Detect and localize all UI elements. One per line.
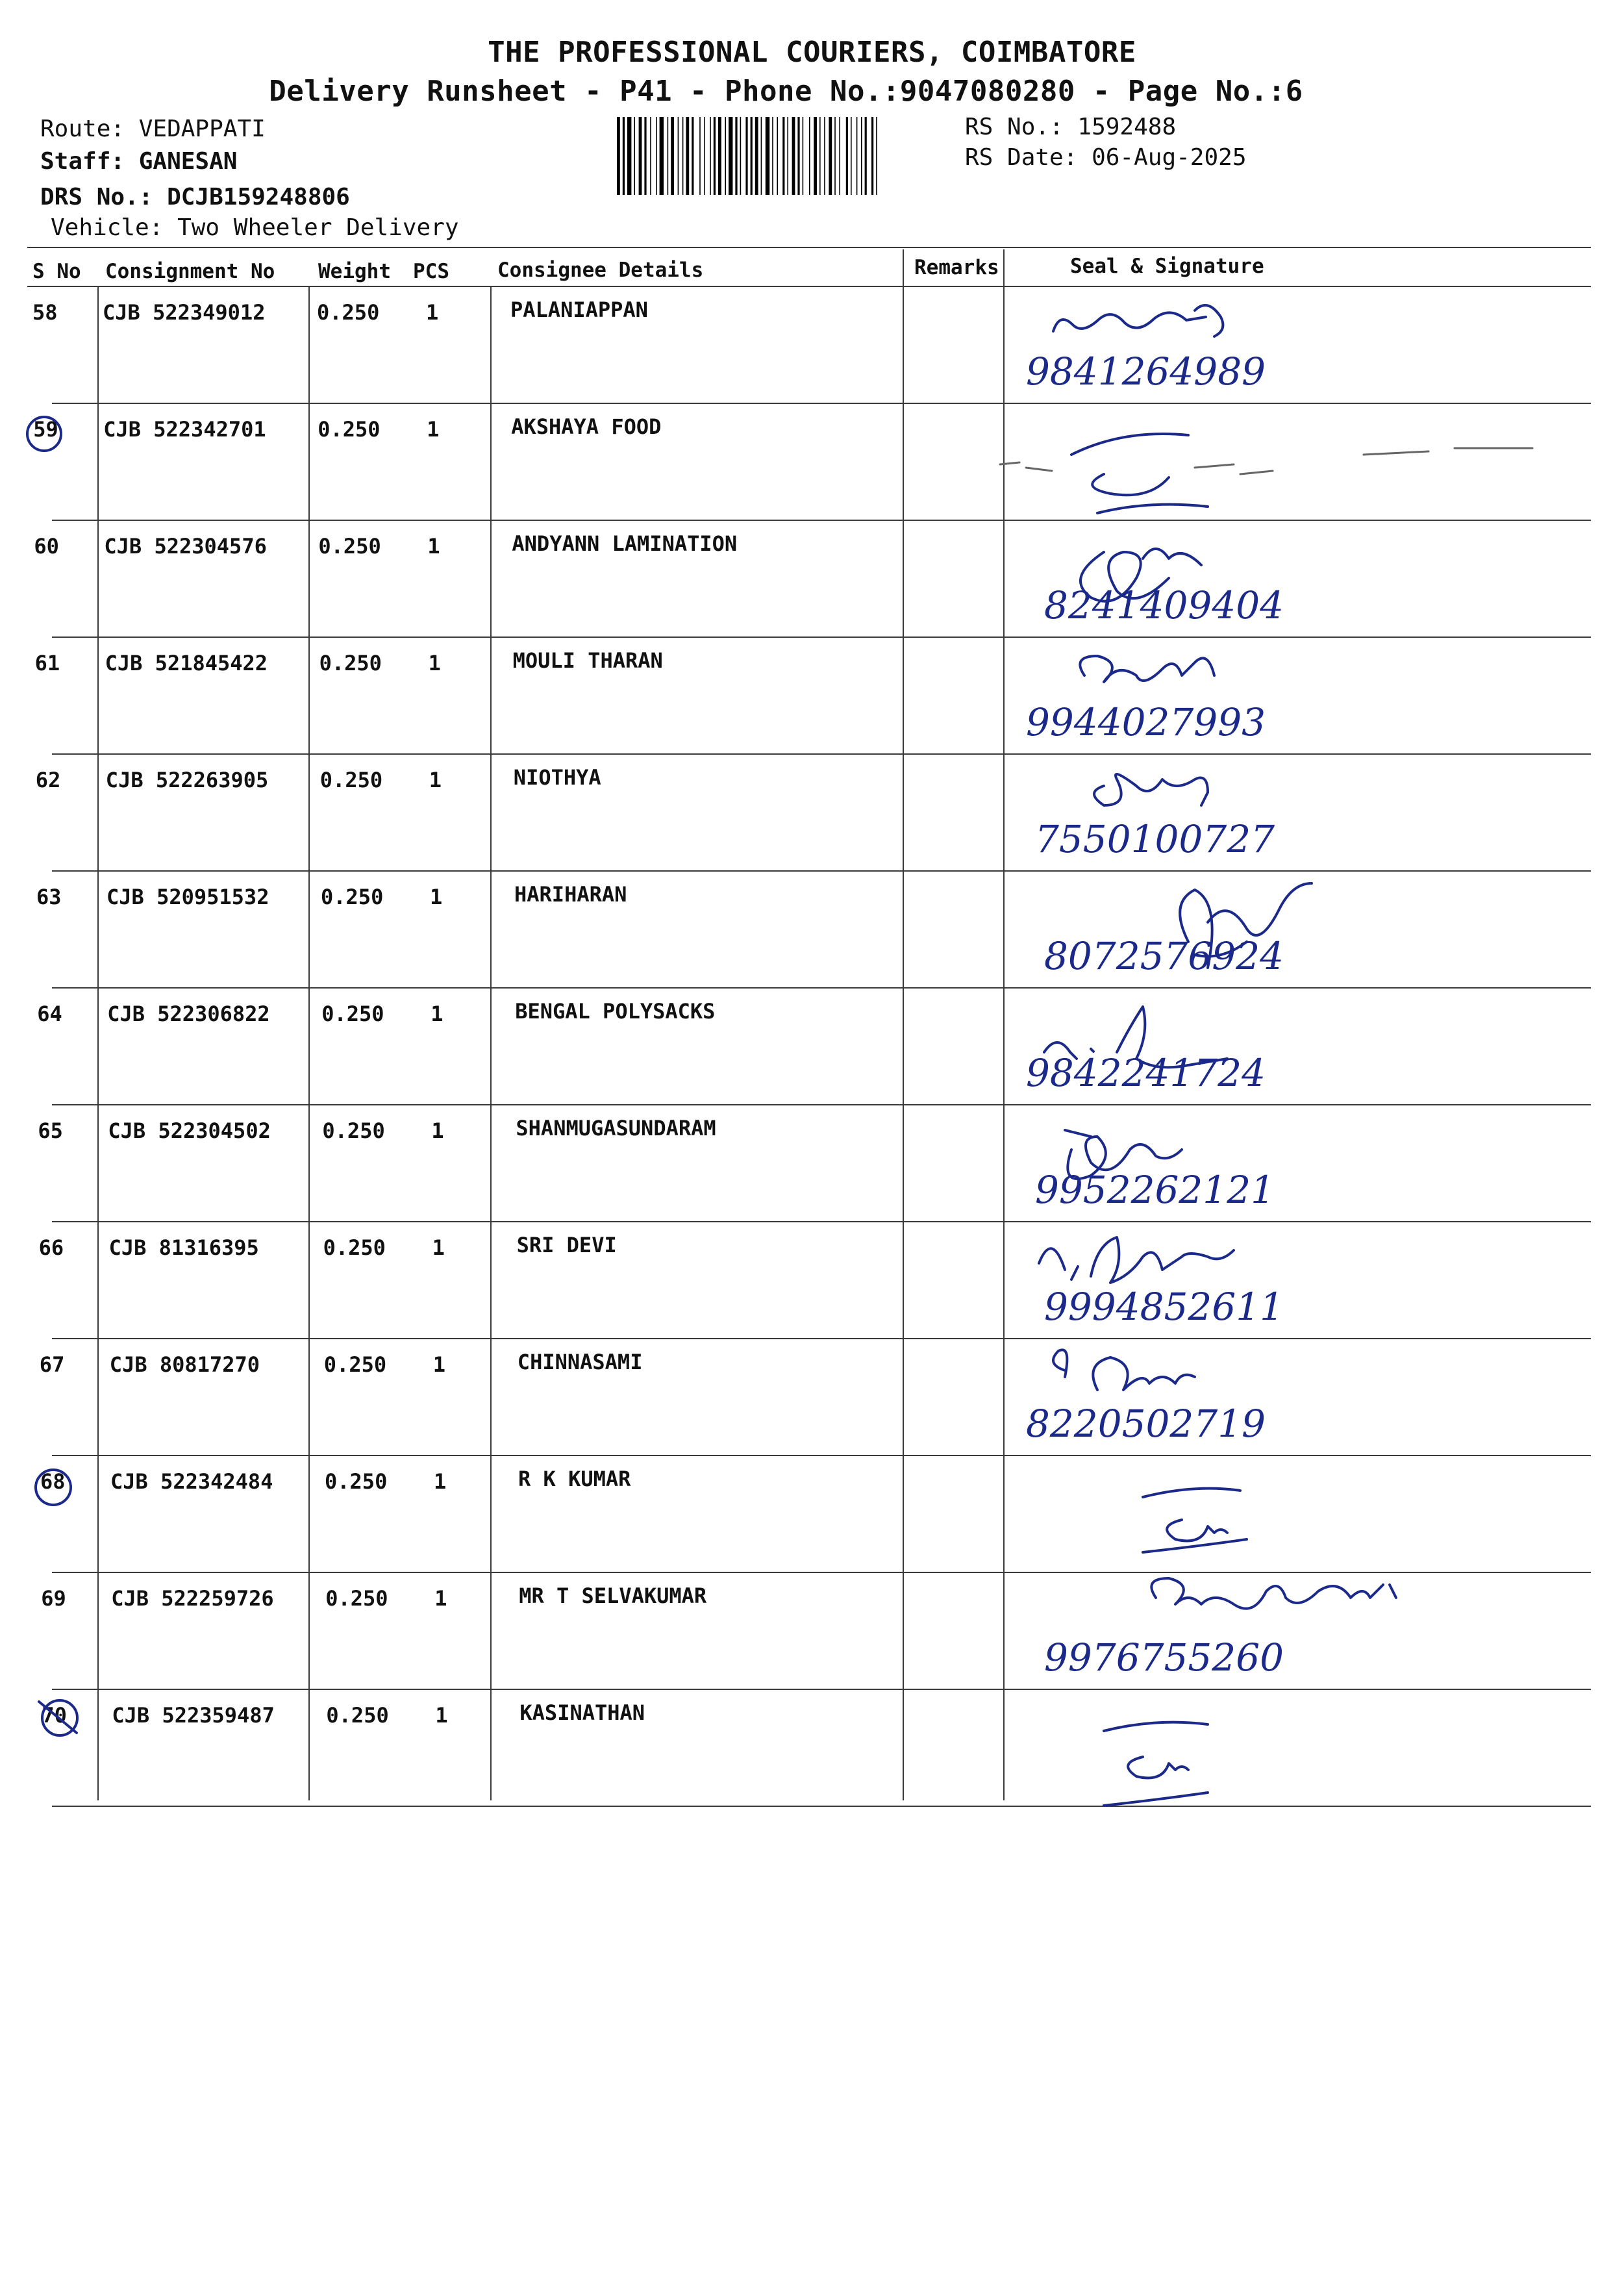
col-header-seal: Seal & Signature (1070, 255, 1264, 278)
signature-69 (1151, 1578, 1396, 1609)
cell-sno: 62 (35, 768, 61, 792)
staff-value: GANESAN (138, 148, 238, 175)
cell-consignee: PALANIAPPAN (510, 297, 648, 322)
col-header-weight: Weight (318, 260, 391, 283)
cell-consignee: HARIHARAN (514, 882, 627, 907)
handwritten-phone: 9976755260 (1044, 1635, 1284, 1680)
cell-weight: 0.250 (323, 1352, 387, 1377)
cell-weight: 0.250 (319, 768, 383, 792)
cell-consignment-no: CJB 522306822 (107, 1002, 270, 1026)
cell-consignee: KASINATHAN (519, 1700, 645, 1725)
cell-consignment-no: CJB 80817270 (109, 1352, 260, 1377)
handwritten-phone: 9841264989 (1026, 349, 1266, 394)
handwritten-phone: 9944027993 (1026, 700, 1266, 744)
rs-date-value: 06-Aug-2025 (1092, 144, 1247, 171)
cell-pcs: 1 (431, 1002, 443, 1026)
cell-pcs: 1 (427, 417, 440, 442)
cell-weight: 0.250 (317, 300, 380, 325)
signature-68 (1143, 1489, 1247, 1552)
handwritten-phone: 8220502719 (1026, 1402, 1266, 1446)
cell-weight: 0.250 (321, 885, 384, 909)
cell-pcs: 1 (432, 1352, 446, 1377)
cell-pcs: 1 (429, 768, 442, 792)
cell-consignment-no: CJB 522304576 (104, 534, 267, 559)
cell-pcs: 1 (435, 1703, 448, 1728)
staff-label: Staff: (40, 148, 125, 175)
cell-pcs: 1 (428, 651, 441, 675)
route-label: Route: (40, 116, 125, 142)
cell-weight: 0.250 (321, 1002, 384, 1026)
cell-pcs: 1 (431, 1118, 444, 1143)
signature-67 (1053, 1350, 1195, 1390)
runsheet-subtitle: Delivery Runsheet - P41 - Phone No.:9047080280 - Page No.:6 (269, 75, 1303, 108)
cell-consignment-no: CJB 81316395 (108, 1235, 259, 1260)
cell-consignment-no: CJB 522359487 (112, 1703, 275, 1728)
cell-weight: 0.250 (318, 417, 381, 442)
col-header-remarks: Remarks (914, 256, 999, 279)
cell-sno: 65 (38, 1118, 63, 1143)
rs-no-value: 1592488 (1077, 114, 1177, 140)
cell-consignment-no: CJB 520951532 (106, 885, 269, 909)
circle-mark-59 (27, 417, 61, 451)
cell-consignee: MOULI THARAN (512, 648, 663, 673)
cell-weight: 0.250 (322, 1118, 385, 1143)
cell-consignee: NIOTHYA (513, 765, 601, 790)
cell-consignee: BENGAL POLYSACKS (515, 999, 716, 1024)
cell-consignee: AKSHAYA FOOD (511, 414, 662, 439)
cell-weight: 0.250 (325, 1469, 388, 1494)
cell-sno: 58 (32, 300, 58, 325)
rs-no-label: RS No.: (965, 114, 1064, 140)
cell-consignment-no: CJB 522263905 (105, 768, 269, 792)
cell-weight: 0.250 (319, 651, 382, 675)
cell-pcs: 1 (426, 300, 439, 325)
cell-consignee: ANDYANN LAMINATION (512, 531, 738, 556)
handwritten-phone: 9994852611 (1044, 1285, 1284, 1329)
cell-weight: 0.250 (318, 534, 381, 559)
cell-consignment-no: CJB 522259726 (111, 1586, 274, 1611)
rs-date-label: RS Date: (965, 144, 1078, 171)
company-title: THE PROFESSIONAL COURIERS, COIMBATORE (488, 36, 1136, 69)
signature-66 (1039, 1237, 1234, 1283)
cell-weight: 0.250 (323, 1235, 386, 1260)
cell-consignment-no: CJB 522349012 (103, 300, 266, 325)
signature-59 (1000, 434, 1532, 513)
cell-consignment-no: CJB 522342484 (110, 1469, 273, 1494)
handwritten-phone: 8241409404 (1044, 583, 1284, 627)
handwritten-phone: 8072576924 (1044, 934, 1284, 978)
cell-consignee: MR T SELVAKUMAR (519, 1583, 707, 1608)
cell-consignee: CHINNASAMI (517, 1350, 643, 1374)
cell-sno: 68 (40, 1469, 66, 1494)
circle-mark-68 (36, 1470, 71, 1505)
col-header-consignee: Consignee Details (497, 258, 704, 282)
drs-value: DCJB159248806 (167, 184, 350, 210)
handwritten-phone: 7550100727 (1035, 817, 1275, 861)
cell-weight: 0.250 (325, 1586, 388, 1611)
cell-sno: 66 (38, 1235, 64, 1260)
cell-sno: 63 (36, 885, 62, 909)
cell-sno: 64 (37, 1002, 62, 1026)
col-header-pcs: PCS (413, 260, 449, 283)
col-header-sno: S No (32, 260, 81, 283)
cell-sno: 69 (41, 1586, 66, 1611)
vehicle-label: Vehicle: (51, 214, 164, 241)
drs-label: DRS No.: (40, 184, 153, 210)
cell-sno: 59 (33, 417, 58, 442)
cell-pcs: 1 (430, 885, 443, 909)
cell-pcs: 1 (432, 1235, 445, 1260)
col-header-consignment: Consignment No (105, 260, 275, 283)
signature-61 (1080, 656, 1214, 682)
signature-58 (1053, 305, 1223, 336)
cell-consignee: R K KUMAR (518, 1467, 631, 1491)
cell-sno: 70 (42, 1703, 67, 1728)
signature-62 (1094, 774, 1208, 805)
cell-pcs: 1 (434, 1586, 447, 1611)
cell-consignment-no: CJB 522342701 (103, 417, 266, 442)
cell-sno: 61 (34, 651, 60, 675)
handwritten-phone: 9952262121 (1035, 1168, 1275, 1212)
cell-pcs: 1 (427, 534, 440, 559)
cell-consignee: SHANMUGASUNDARAM (516, 1116, 716, 1141)
cell-sno: 60 (34, 534, 59, 559)
cell-consignment-no: CJB 522304502 (108, 1118, 271, 1143)
cell-consignment-no: CJB 521845422 (105, 651, 268, 675)
cell-weight: 0.250 (326, 1703, 389, 1728)
vehicle-value: Two Wheeler Delivery (177, 214, 459, 241)
signature-70 (1104, 1722, 1208, 1806)
route-value: VEDAPPATI (138, 116, 266, 142)
handwritten-phone: 9842241724 (1026, 1051, 1266, 1095)
cell-consignee: SRI DEVI (516, 1233, 617, 1257)
cell-pcs: 1 (434, 1469, 447, 1494)
cell-sno: 67 (39, 1352, 65, 1377)
